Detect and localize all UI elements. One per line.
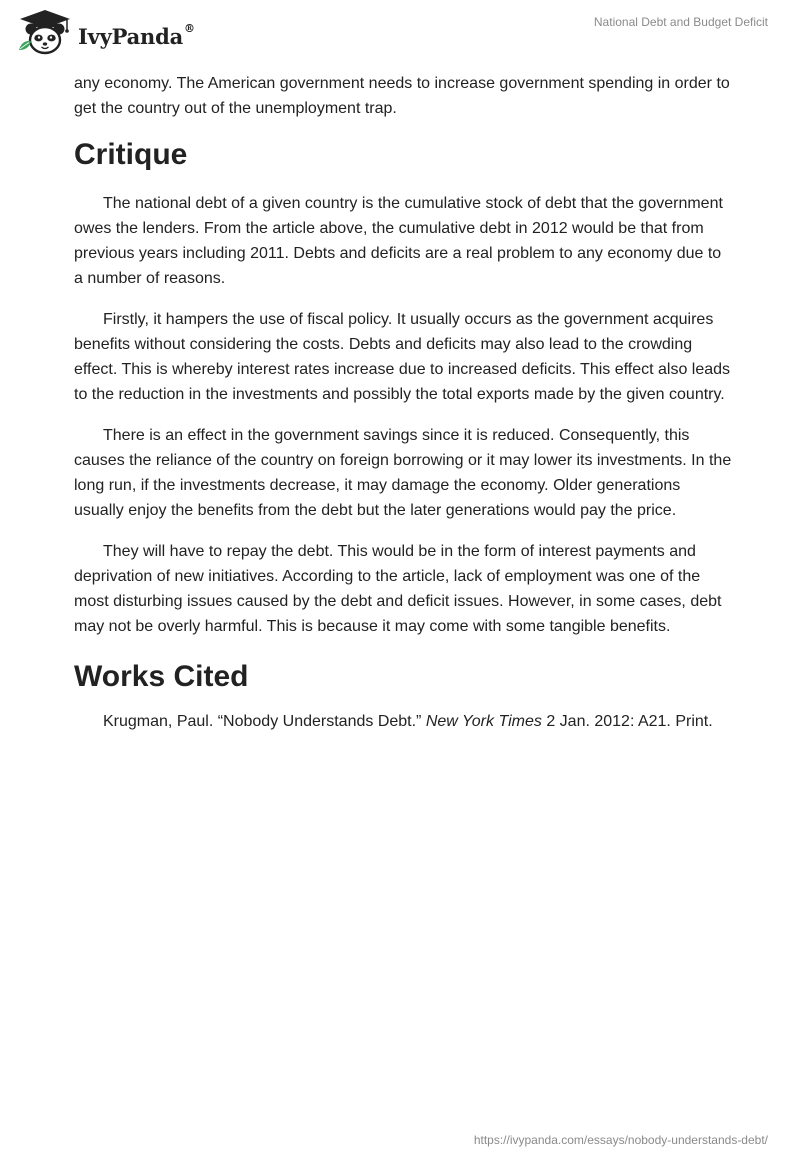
citation-author-title: Krugman, Paul. “Nobody Understands Debt.” [103,713,426,730]
source-url-link[interactable]: https://ivypanda.com/essays/nobody-understands-debt/ [473,1133,768,1147]
critique-heading: Critique [74,138,188,171]
intro-paragraph: any economy. The American government needs to increase government spending in order to get the country out of the unemployment trap. [74,75,730,117]
panda-graduate-icon [14,8,76,60]
critique-paragraph-4: They will have to repay the debt. This would be in the form of interest payments and deprivation of new initiatives. According to the article, lack of employment was one of the most disturbing issues caused by the debt and deficit issues. However, in some cases, debt may not be overly harmful. This is because it may come with some tangible benefits. [74,543,722,635]
critique-paragraph-2: Firstly, it hampers the use of fiscal policy. It usually occurs as the government acquires benefits without considering the costs. Debts and deficits may also lead to the crowding effect. This is whereby interest rates increase due to increased deficits. This effect also leads to the reduction in the investments and possibly the total exports made by the given country. [74,311,731,403]
document-title: National Debt and Budget Deficit [593,15,768,29]
citation-details: 2 Jan. 2012: A21. Print. [541,713,713,730]
critique-paragraph-1: The national debt of a given country is the cumulative stock of debt that the government owes the lenders. From the article above, the cumulative debt in 2012 would be that from previous years including 2011. Debts and deficits are a real problem to any economy due to a number of reasons. [74,195,723,287]
critique-paragraph-3: There is an effect in the government savings since it is reduced. Consequently, this causes the reliance of the country on foreign borrowing or it may lower its investments. In the long run, if the investments decrease, it may damage the economy. Older generations usually enjoy the benefits from the debt but the later generations would pay the price. [74,427,732,519]
ivypanda-logo[interactable] [14,8,195,60]
essay-content [74,71,734,734]
page-header [0,0,800,70]
works-cited-heading: Works Cited [74,660,249,693]
citation-entry [74,709,734,734]
citation-publication: New York Times [425,713,542,730]
registered-mark: ® [184,21,195,35]
brand-name: IvyPanda® [78,21,195,49]
